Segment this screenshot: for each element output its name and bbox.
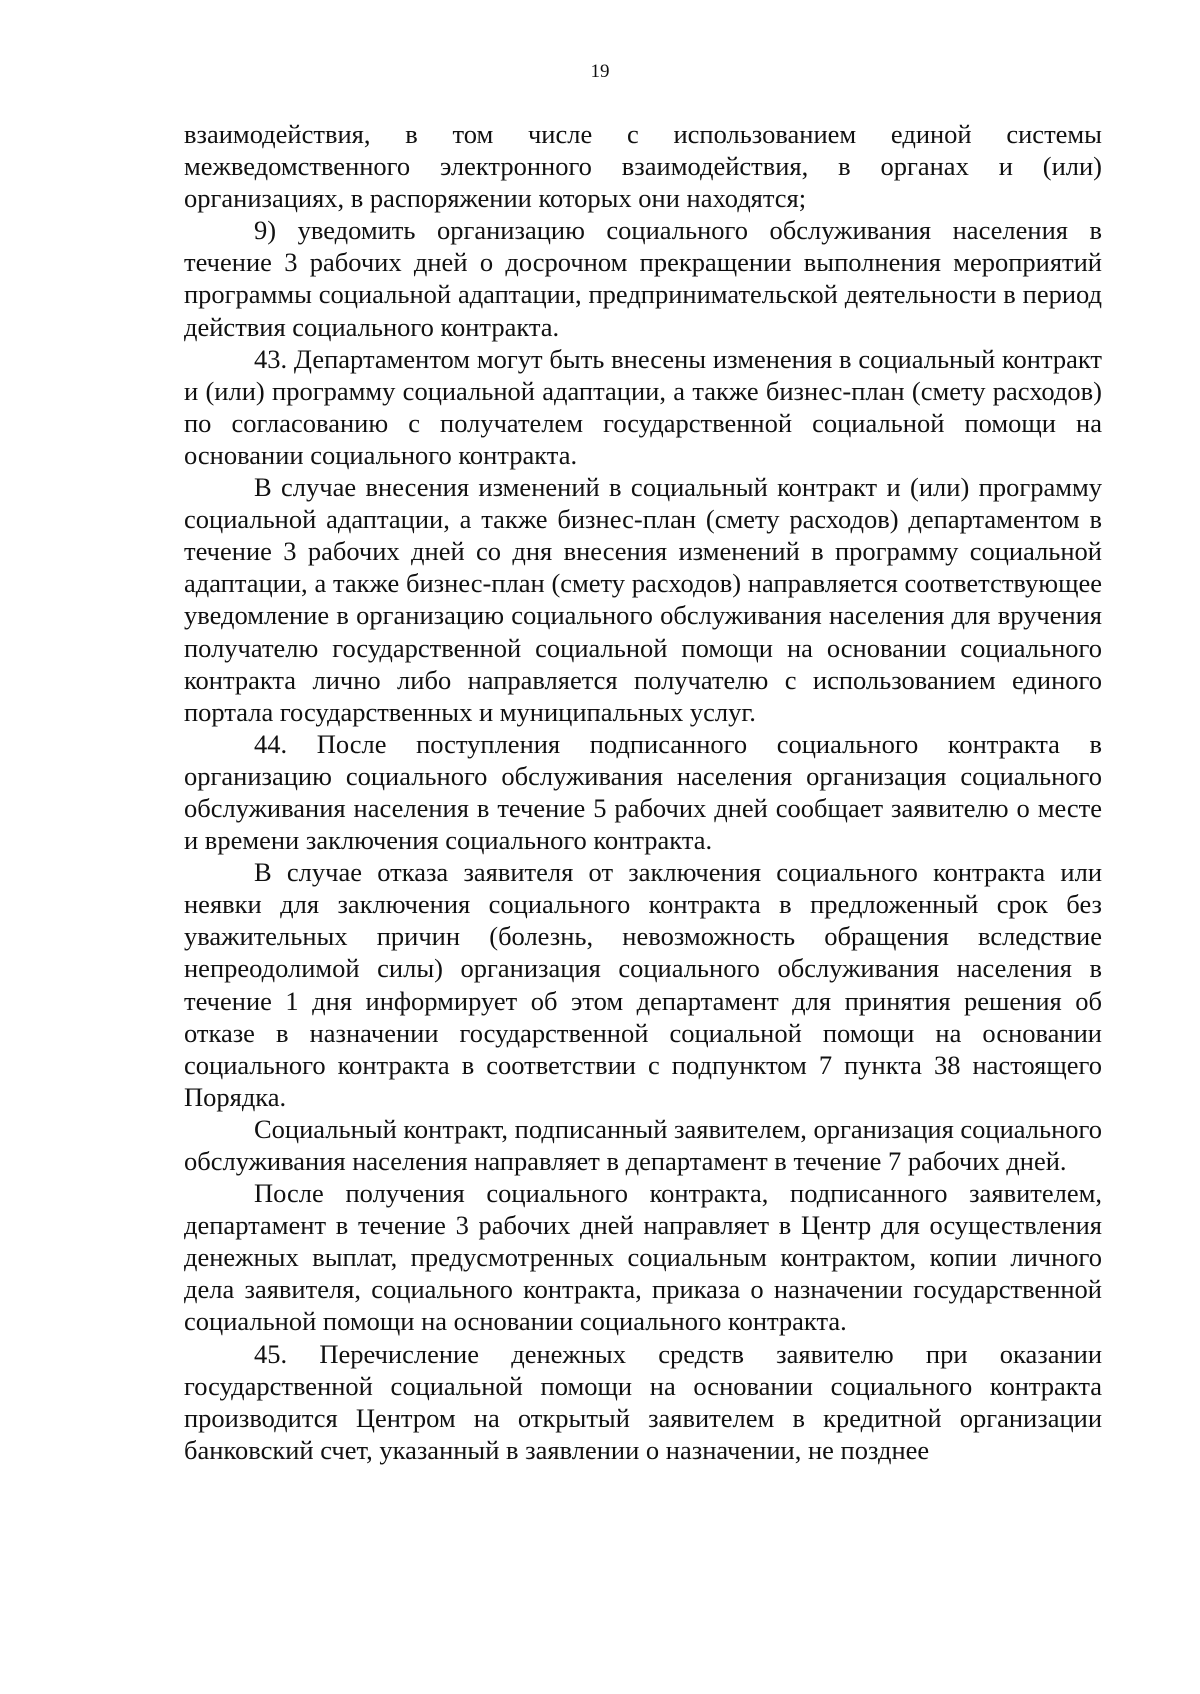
document-body [184,118,1102,1466]
paragraph-section-44-refusal: В случае отказа заявителя от заключения социального контракта или неявки для заключения социального контракта в предложенный срок без уважительных причин (болезнь, невозможность обращения вследствие непреодолимой силы) организация социального обслуживания населения в течение 1 дня информирует об этом департамент для принятия решения об отказе в назначении государственной социальной помощи на основании социального контракта в соответствии с подпунктом 7 пункта 38 настоящего Порядка. [184,857,1102,1112]
paragraph-section-44-signed-contract: Социальный контракт, подписанный заявителем, организация социального обслуживания населения направляет в департамент в течение 7 рабочих дней. [184,1113,1102,1176]
paragraph-section-44-after-receipt: После получения социального контракта, подписанного заявителем, департамент в течение 3 рабочих дней направляет в Центр для осуществления денежных выплат, предусмотренных социальным контрактом, копии личного дела заявителя, социального контракта, приказа о назначении государственной социальной помощи на основании социального контракта. [184,1178,1102,1337]
paragraph-section-43: 43. Департаментом могут быть внесены изменения в социальный контракт и (или) программу социальной адаптации, а также бизнес-план (смету расходов) по согласованию с получателем государственной социальной помощи на основании социального контракта. [184,343,1102,470]
paragraph-section-45: 45. Перечисление денежных средств заявителю при оказании государственной социальной помощи на основании социального контракта производится Центром на открытый заявителем в кредитной организации банковский счет, указанный в заявлении о назначении, не позднее [184,1338,1102,1465]
paragraph-continuation: взаимодействия, в том числе с использованием единой системы межведомственного электронного взаимодействия, в органах и (или) организациях, в распоряжении которых они находятся; [184,119,1102,214]
paragraph-section-44: 44. После поступления подписанного социального контракта в организацию социального обслуживания населения организация социального обслуживания населения в течение 5 рабочих дней сообщает заявителю о месте и времени заключения социального контракта. [184,728,1102,856]
page-number: 19 [590,61,610,82]
paragraph-item-9: 9) уведомить организацию социального обслуживания населения в течение 3 рабочих дней о досрочном прекращении выполнения мероприятий программы социальной адаптации, предпринимательской деятельности в период действия социального контракта. [184,215,1102,342]
paragraph-section-43-changes: В случае внесения изменений в социальный контракт и (или) программу социальной адаптации, а также бизнес-план (смету расходов) департаментом в течение 3 рабочих дней со дня внесения изменений в программу социальной адаптации, а также бизнес-план (смету расходов) направляется соответствующее уведомление в организацию социального обслуживания населения для вручения получателю государственной социальной помощи на основании социального контракта лично либо направляется получателю с использованием единого портала государственных и муниципальных услуг. [184,472,1102,727]
